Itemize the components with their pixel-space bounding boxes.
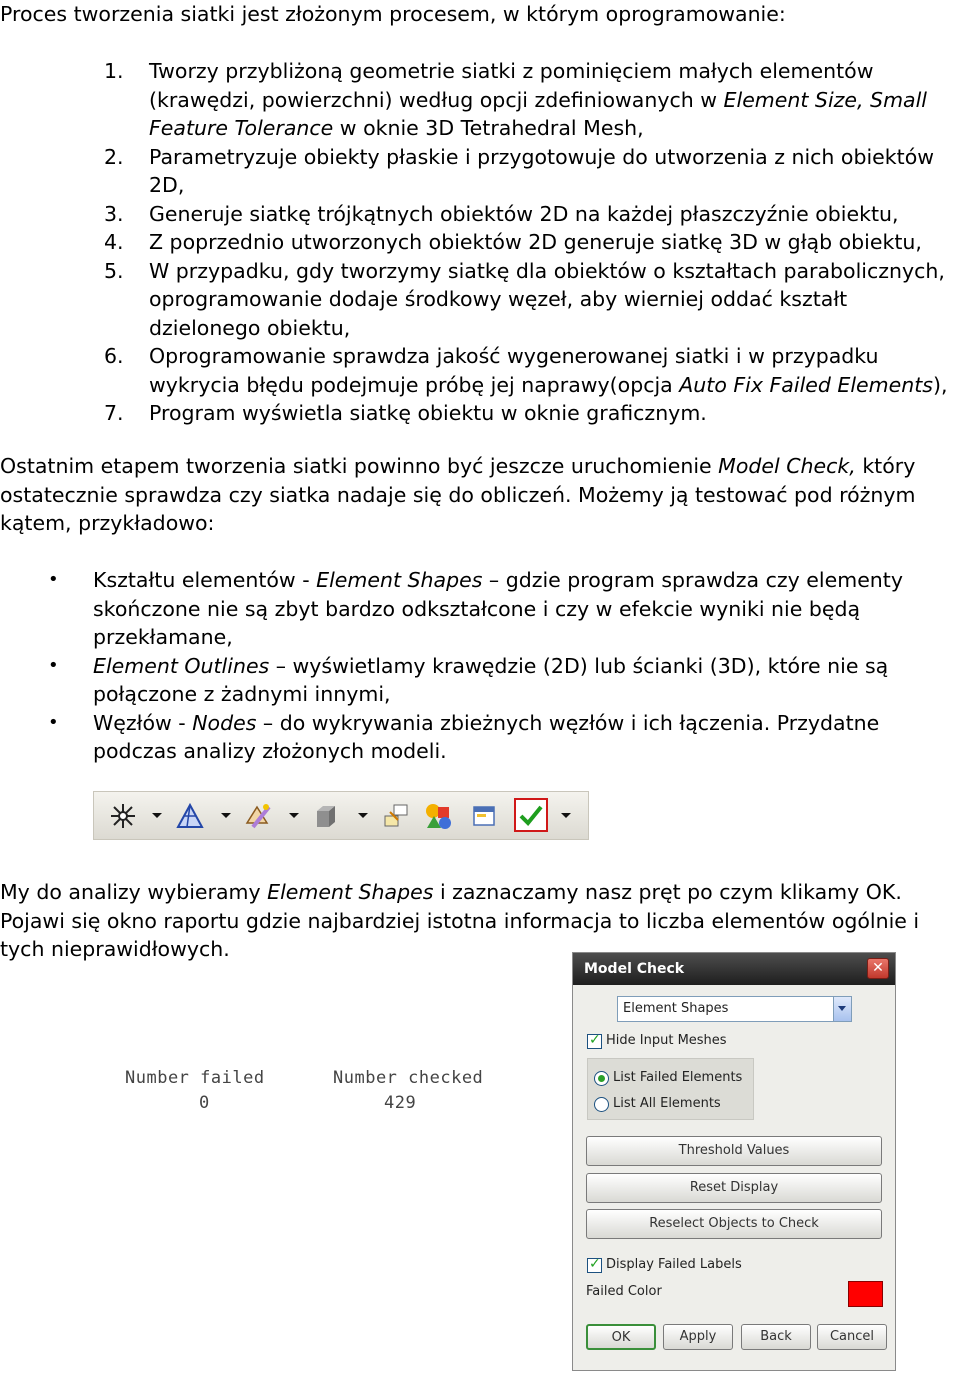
bullet-item-line (93, 566, 903, 595)
ok-button[interactable]: OK (586, 1324, 656, 1350)
text-span: wykrycia błędu podejmuje próbę jej naprawy(opcja (149, 372, 680, 397)
emphasis-text: Auto Fix Failed Elements (679, 372, 933, 397)
paragraph-line (0, 509, 214, 538)
dialog-title: Model Check (584, 961, 685, 977)
number-checked-label: Number checked (333, 1068, 484, 1088)
intro-paragraph: Proces tworzenia siatki jest złożonym procesem, w którym oprogramowanie: (0, 2, 786, 26)
text-span: Ostatnim etapem tworzenia siatki powinno być jeszcze uruchomienie (0, 454, 719, 478)
text-span: – wyświetlamy krawędzie (2D) lub ścianki (3D), które nie są (269, 653, 889, 678)
text-span: Kształtu elementów - (93, 568, 317, 592)
failed-color-swatch[interactable] (848, 1281, 883, 1307)
list-failed-label: List Failed Elements (613, 1070, 743, 1085)
list-item-line (149, 228, 922, 257)
list-failed-radio[interactable] (594, 1071, 609, 1086)
bullet-icon: • (48, 654, 59, 676)
emphasis-text: Element Size, Small (723, 87, 927, 112)
list-number: 7. (104, 401, 124, 425)
mesh-star-icon[interactable] (107, 800, 139, 832)
list-item-line (149, 399, 707, 428)
text-span: Tworzy przybliżoną geometrie siatki z pominięciem małych elementów (149, 59, 874, 83)
close-icon[interactable]: ✕ (867, 958, 889, 979)
failed-color-label: Failed Color (586, 1284, 662, 1299)
model-check-toolbar (93, 791, 589, 840)
text-span: skończone nie są zbyt bardzo odkształcone i czy w efekcie wyniki nie będą (93, 596, 861, 621)
number-failed-label: Number failed (125, 1068, 265, 1088)
list-item-line (149, 285, 847, 314)
cancel-button[interactable]: Cancel (817, 1324, 887, 1350)
paragraph-line (0, 935, 230, 964)
display-failed-labels-label: Display Failed Labels (606, 1257, 742, 1272)
transfer-icon[interactable] (380, 800, 412, 832)
edit-mesh-icon[interactable] (242, 800, 274, 832)
bullet-icon: • (48, 711, 59, 733)
emphasis-text: Element Outlines (93, 653, 270, 678)
text-span: przekłamane, (93, 625, 233, 649)
text-span: 2D, (149, 173, 185, 197)
threshold-values-button[interactable]: Threshold Values (586, 1136, 882, 1166)
text-span: tych nieprawidłowych. (0, 937, 230, 961)
bullet-item-line (93, 595, 860, 624)
list-number: 2. (104, 144, 124, 169)
emphasis-text: Nodes (192, 710, 257, 735)
dialog-titlebar[interactable] (573, 953, 895, 985)
text-span: – gdzie program sprawdza czy elementy (482, 568, 903, 592)
text-span: ostatecznie sprawdza czy siatka nadaje się do obliczeń. Możemy ją testować pod różnym (0, 482, 916, 507)
bullet-item-line (93, 737, 447, 766)
text-span: W przypadku, gdy tworzymy siatkę dla obiektów o kształtach parabolicznych, (149, 258, 945, 283)
text-span: (krawędzi, powierzchni) według opcji zdefiniowanych w (149, 87, 724, 112)
bullet-item-line (93, 709, 879, 738)
list-number: 3. (104, 201, 124, 226)
list-number: 5. (104, 258, 124, 283)
model-check-icon[interactable] (514, 798, 548, 832)
model-check-dialog (572, 952, 896, 1371)
emphasis-text: Feature Tolerance (149, 116, 334, 140)
paragraph-line (0, 481, 916, 510)
emphasis-text: Element Shapes (267, 880, 434, 904)
list-item-line (149, 257, 945, 286)
apply-button[interactable]: Apply (663, 1324, 733, 1350)
text-span: Generuje siatkę trójkątnych obiektów 2D na każdej płaszczyźnie obiektu, (149, 201, 899, 226)
text-span: kątem, przykładowo: (0, 511, 215, 535)
emphasis-text: Model Check, (718, 454, 856, 478)
check-type-value: Element Shapes (623, 1001, 729, 1016)
text-span: Z poprzednio utworzonych obiektów 2D generuje siatkę 3D w głąb obiektu, (149, 230, 922, 254)
text-span: i zaznaczamy nasz pręt po czym klikamy OK. (433, 880, 902, 904)
chevron-down-icon[interactable] (152, 813, 162, 818)
reset-display-button[interactable]: Reset Display (586, 1173, 882, 1203)
chevron-down-icon[interactable] (358, 813, 368, 818)
text-span: – do wykrywania zbieżnych węzłów i ich łączenia. Przydatne (256, 710, 880, 735)
triangle-mesh-icon[interactable] (174, 800, 206, 832)
hide-input-meshes-checkbox[interactable] (587, 1034, 602, 1049)
list-item-line (149, 57, 873, 86)
bullet-item-line (93, 652, 888, 681)
list-item-line (149, 171, 184, 200)
text-span: Pojawi się okno raportu gdzie najbardziej istotna informacja to liczba elementów ogólnie i (0, 908, 920, 933)
bullet-item-line (93, 623, 233, 652)
grey-block-icon[interactable] (310, 800, 342, 832)
text-span: ), (932, 372, 948, 397)
list-item-line (149, 371, 947, 400)
paragraph-line (0, 907, 919, 936)
back-button[interactable]: Back (741, 1324, 811, 1350)
text-span: Oprogramowanie sprawdza jakość wygenerowanej siatki i w przypadku (149, 344, 879, 368)
reselect-objects-button[interactable]: Reselect Objects to Check (586, 1209, 882, 1239)
list-item-line (149, 143, 934, 172)
list-item-line (149, 114, 644, 143)
list-number: 6. (104, 344, 124, 368)
list-item-line (149, 342, 879, 371)
paragraph-line (0, 878, 902, 907)
text-span: dzielonego obiektu, (149, 315, 351, 340)
chevron-down-icon[interactable] (561, 813, 571, 818)
list-item-line (149, 200, 899, 229)
hide-input-meshes-label: Hide Input Meshes (606, 1033, 727, 1048)
list-mode-group (587, 1058, 754, 1120)
text-span: oprogramowanie dodaje środkowy węzeł, aby wierniej oddać kształt (149, 287, 848, 311)
paragraph-line (0, 452, 915, 481)
text-span: połączone z żadnymi innymi, (93, 682, 391, 706)
check-type-select[interactable] (617, 996, 852, 1022)
list-number: 1. (104, 59, 124, 83)
bullet-icon: • (48, 569, 59, 590)
text-span: Parametryzuje obiekty płaskie i przygotowuje do utworzenia z nich obiektów (149, 144, 935, 169)
chevron-down-icon[interactable] (289, 813, 299, 818)
colored-shapes-icon[interactable] (422, 800, 454, 832)
text-span: podczas analizy złożonych modeli. (93, 739, 447, 763)
emphasis-text: Element Shapes (316, 568, 483, 592)
list-number: 4. (104, 230, 124, 254)
text-span: My do analizy wybieramy (0, 880, 268, 904)
text-span: który (855, 454, 916, 478)
number-failed-value: 0 (199, 1093, 210, 1113)
display-failed-labels-checkbox[interactable] (587, 1258, 602, 1273)
number-checked-value: 429 (384, 1093, 417, 1113)
list-all-label: List All Elements (613, 1096, 721, 1111)
text-span: Węzłów - (93, 710, 193, 735)
text-span: w oknie 3D Tetrahedral Mesh, (333, 116, 644, 140)
chevron-down-icon[interactable] (221, 813, 231, 818)
window-icon[interactable] (468, 800, 500, 832)
bullet-item-line (93, 680, 391, 709)
list-item-line (149, 314, 350, 343)
list-all-radio[interactable] (594, 1097, 609, 1112)
text-span: Program wyświetla siatkę obiektu w oknie graficznym. (149, 401, 707, 425)
chevron-down-icon[interactable] (833, 997, 851, 1021)
list-item-line (149, 86, 927, 115)
